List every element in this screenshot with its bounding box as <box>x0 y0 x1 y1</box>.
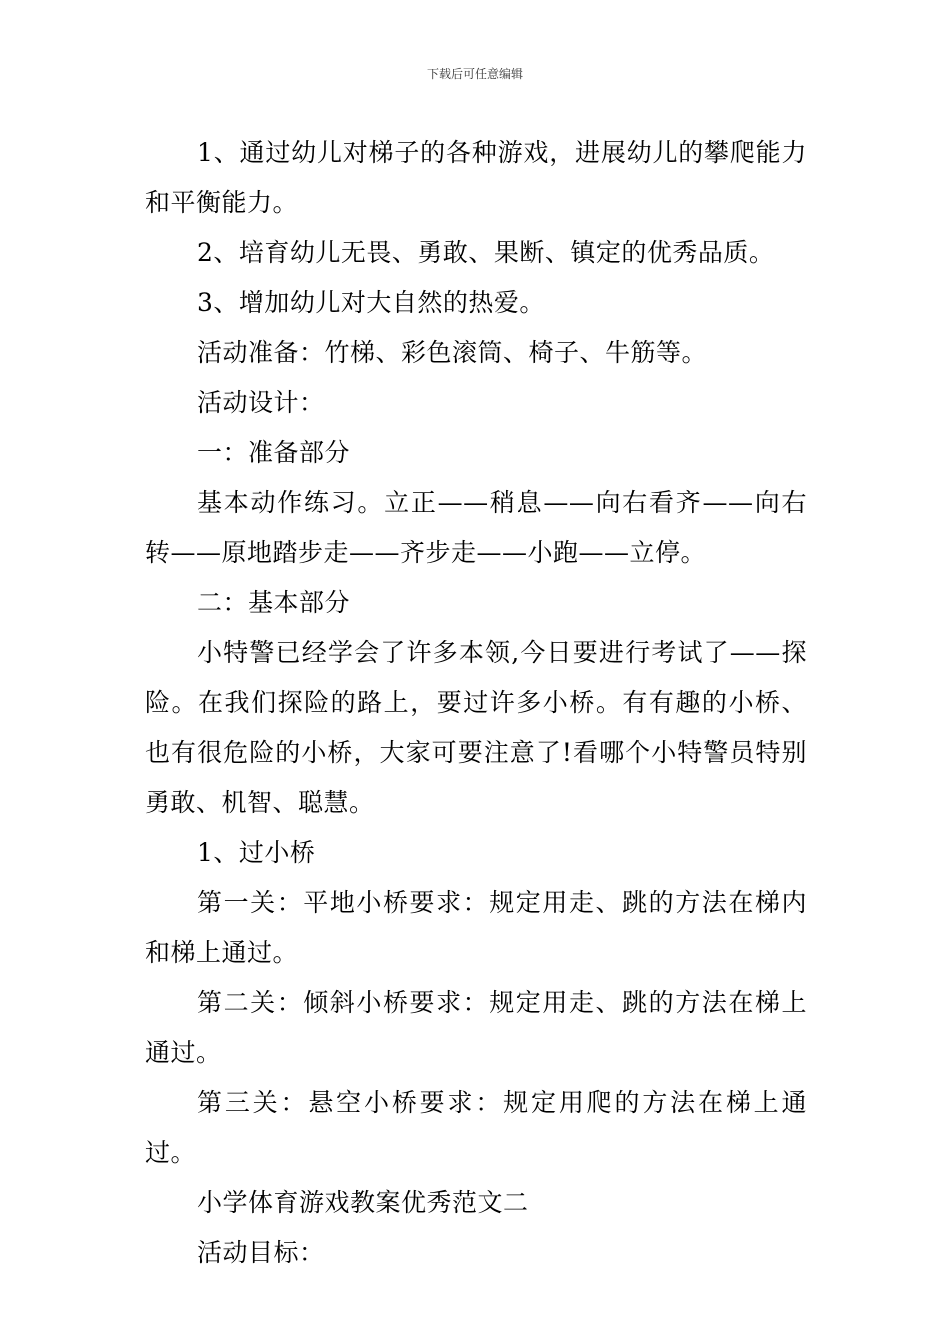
paragraph-part-two-heading: 二：基本部分 <box>197 588 351 617</box>
paragraph-activity-goals: 活动目标： <box>197 1238 325 1267</box>
paragraph-goal-3: 3、增加幼儿对大自然的热爱。 <box>197 288 545 317</box>
paragraph-level-three: 第三关：悬空小桥要求：规定用爬的方法在梯上通过。 <box>145 1088 807 1167</box>
paragraph-adventure-intro: 小特警已经学会了许多本领,今日要进行考试了——探险。在我们探险的路上，要过许多小桥。有有趣的小桥、也有很危险的小桥，大家可要注意了!看哪个小特警员特别勇敢、机智、聪慧。 <box>145 638 807 817</box>
paragraph-preparation: 活动准备：竹梯、彩色滚筒、椅子、牛筋等。 <box>197 338 708 367</box>
paragraph-goal-2: 2、培育幼儿无畏、勇敢、果断、镇定的优秀品质。 <box>197 238 775 267</box>
paragraph-design-heading: 活动设计： <box>197 388 325 417</box>
document-body <box>145 128 807 1278</box>
paragraph-level-two: 第二关：倾斜小桥要求：规定用走、跳的方法在梯上通过。 <box>145 988 807 1067</box>
paragraph-goal-1: 1、通过幼儿对梯子的各种游戏，进展幼儿的攀爬能力和平衡能力。 <box>145 138 807 217</box>
page-header-note: 下载后可任意编辑 <box>426 67 523 81</box>
paragraph-basic-moves: 基本动作练习。立正——稍息——向右看齐——向右转——原地踏步走——齐步走——小跑——立停。 <box>145 488 807 567</box>
paragraph-part-one-heading: 一：准备部分 <box>197 438 351 467</box>
paragraph-sample-two-title: 小学体育游戏教案优秀范文二 <box>197 1188 529 1217</box>
paragraph-level-one: 第一关：平地小桥要求：规定用走、跳的方法在梯内和梯上通过。 <box>145 888 807 967</box>
paragraph-cross-bridge: 1、过小桥 <box>197 838 316 867</box>
